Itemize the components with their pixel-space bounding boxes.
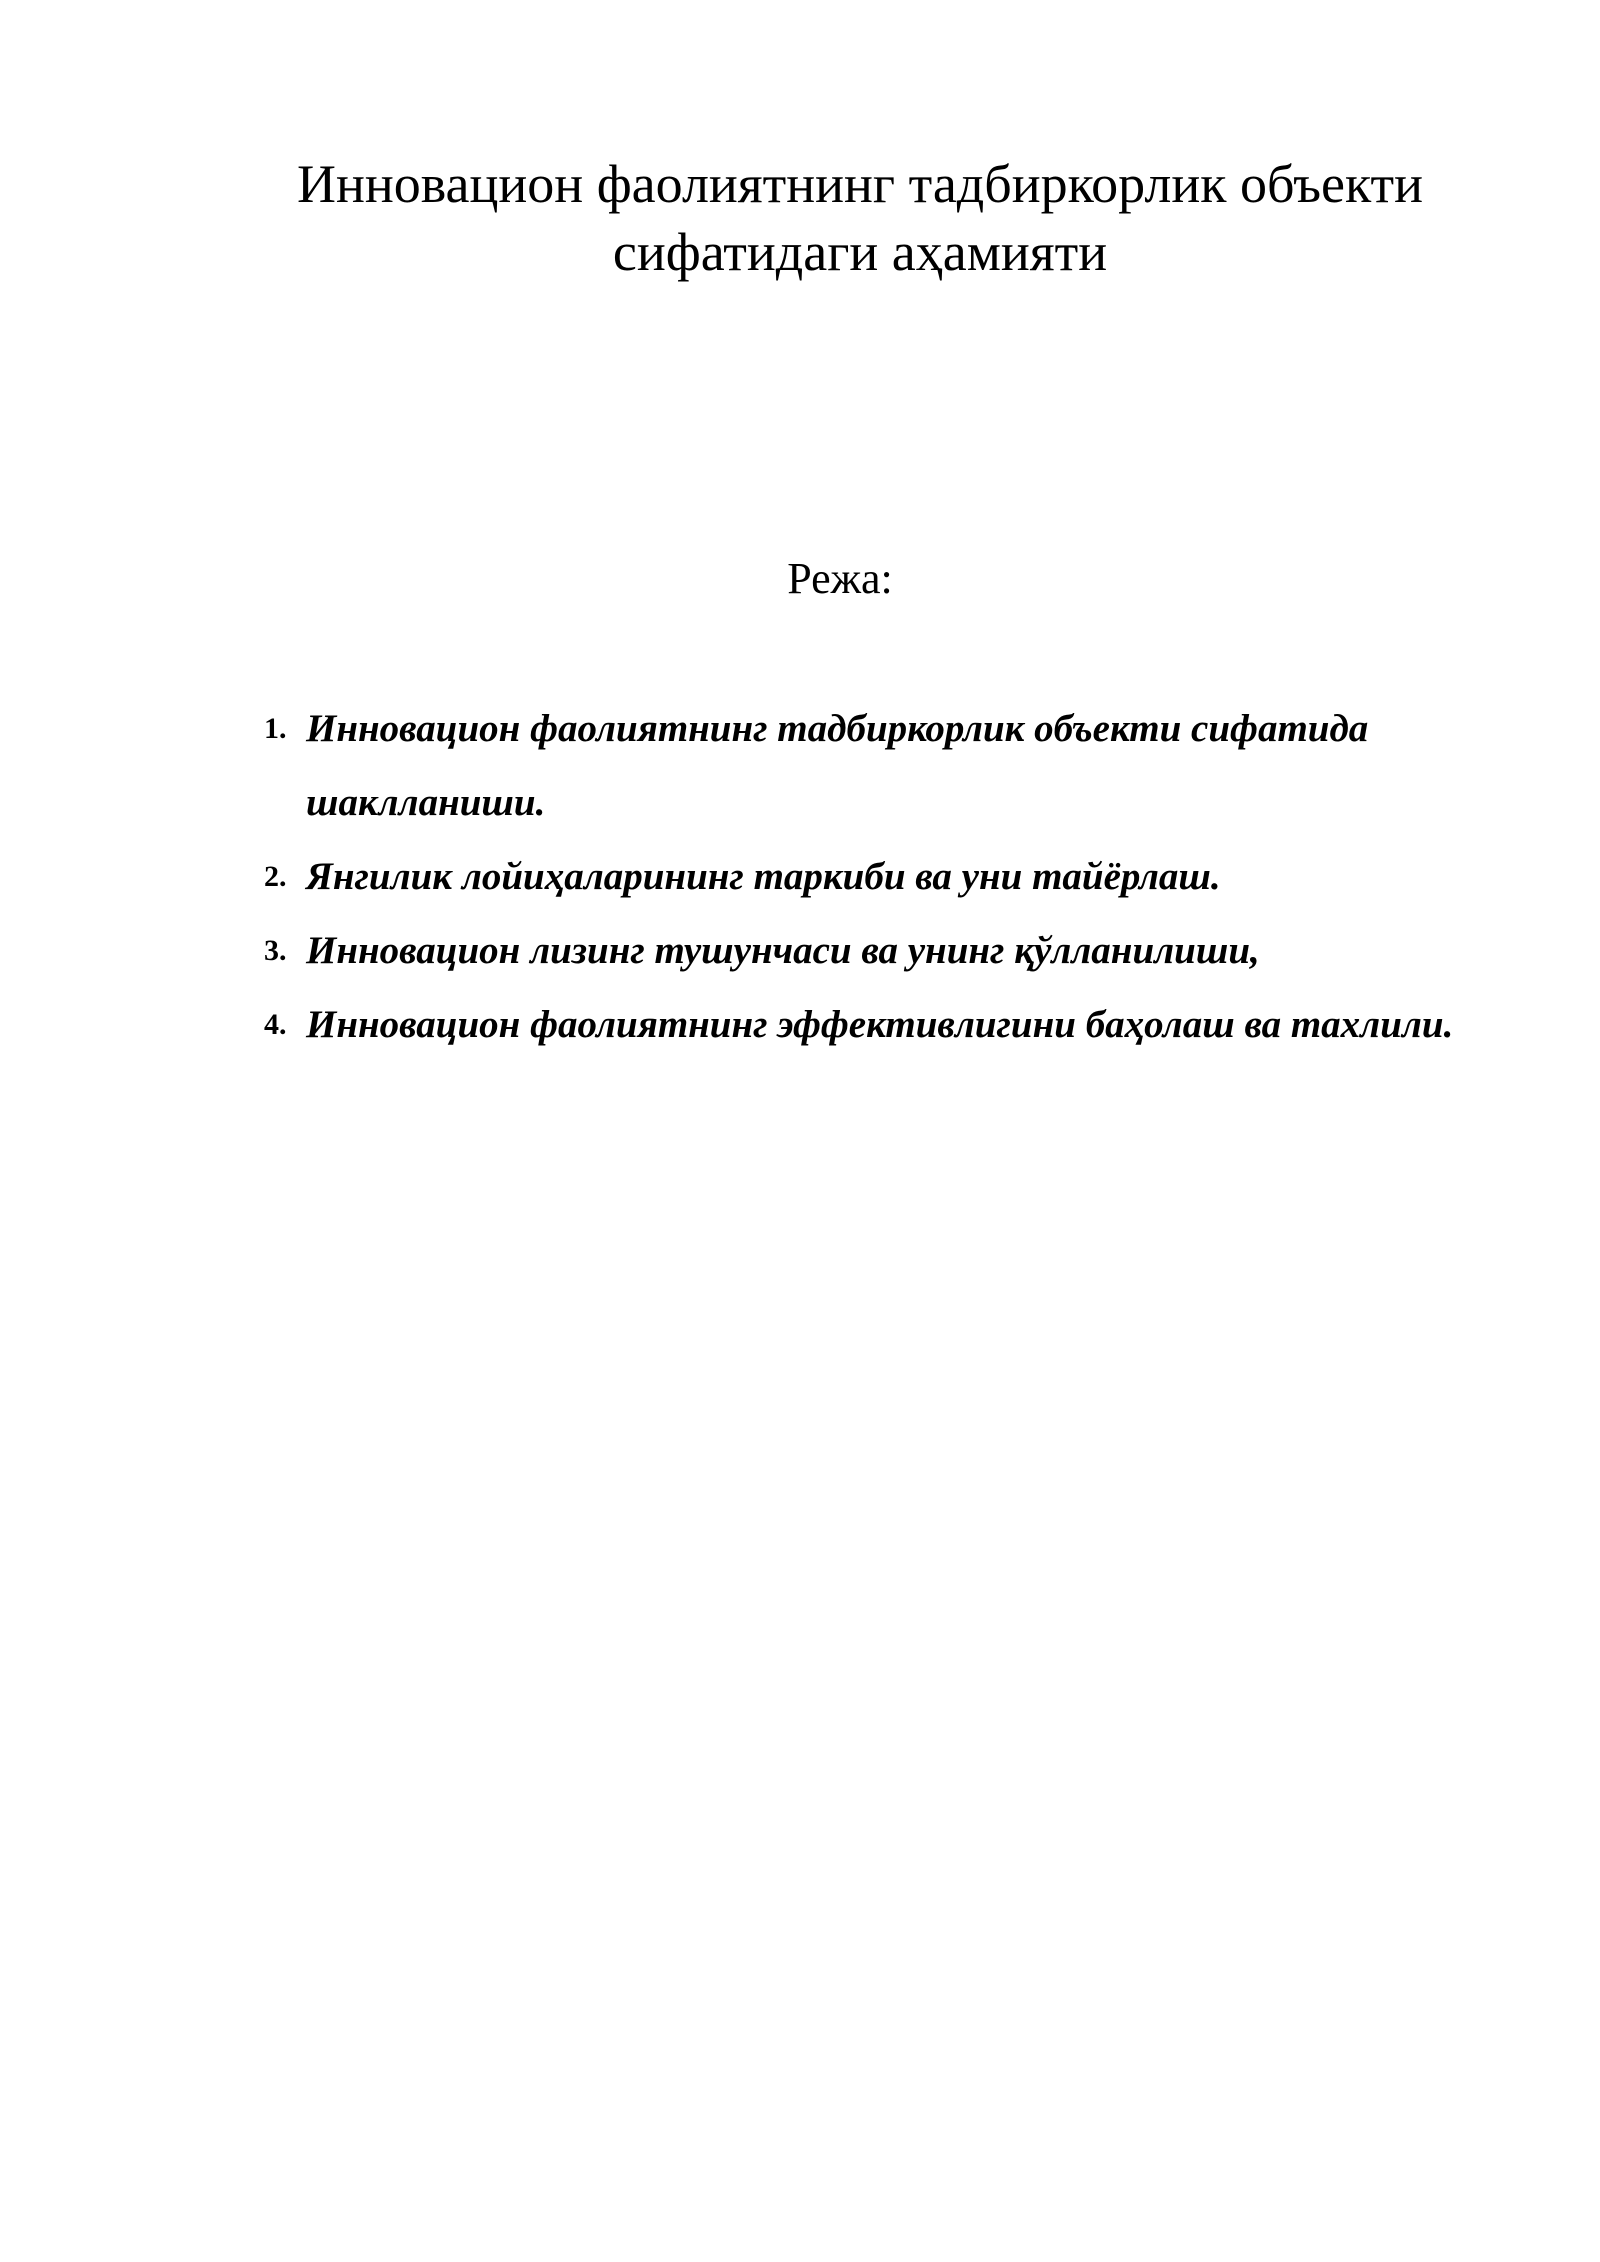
plan-item-2 (264, 840, 1514, 914)
plan-item-text: Янгилик лойиҳаларининг таркиби ва уни тайёрлаш. (306, 855, 1221, 898)
plan-item-1 (264, 692, 1514, 840)
plan-list (264, 692, 1514, 1062)
plan-item-text: Инновацион фаолиятнинг тадбиркорлик объекти сифатида шаклланиши. (306, 707, 1369, 824)
plan-item-number: 3. (264, 934, 287, 967)
plan-item-text: Инновацион лизинг тушунчаси ва унинг қўлланилиши, (306, 929, 1260, 972)
plan-item-number: 2. (264, 860, 287, 893)
plan-item-text: Инновацион фаолиятнинг эффективлигини баҳолаш ва тахлили. (306, 1003, 1454, 1046)
plan-item-3 (264, 914, 1514, 988)
plan-heading: Режа: (787, 554, 893, 603)
document-title: Инновацион фаолиятнинг тадбиркорлик объекти сифатидаги аҳамияти (296, 154, 1424, 282)
plan-item-number: 1. (264, 712, 287, 745)
plan-item-number: 4. (264, 1008, 287, 1041)
plan-item-4 (264, 988, 1514, 1062)
